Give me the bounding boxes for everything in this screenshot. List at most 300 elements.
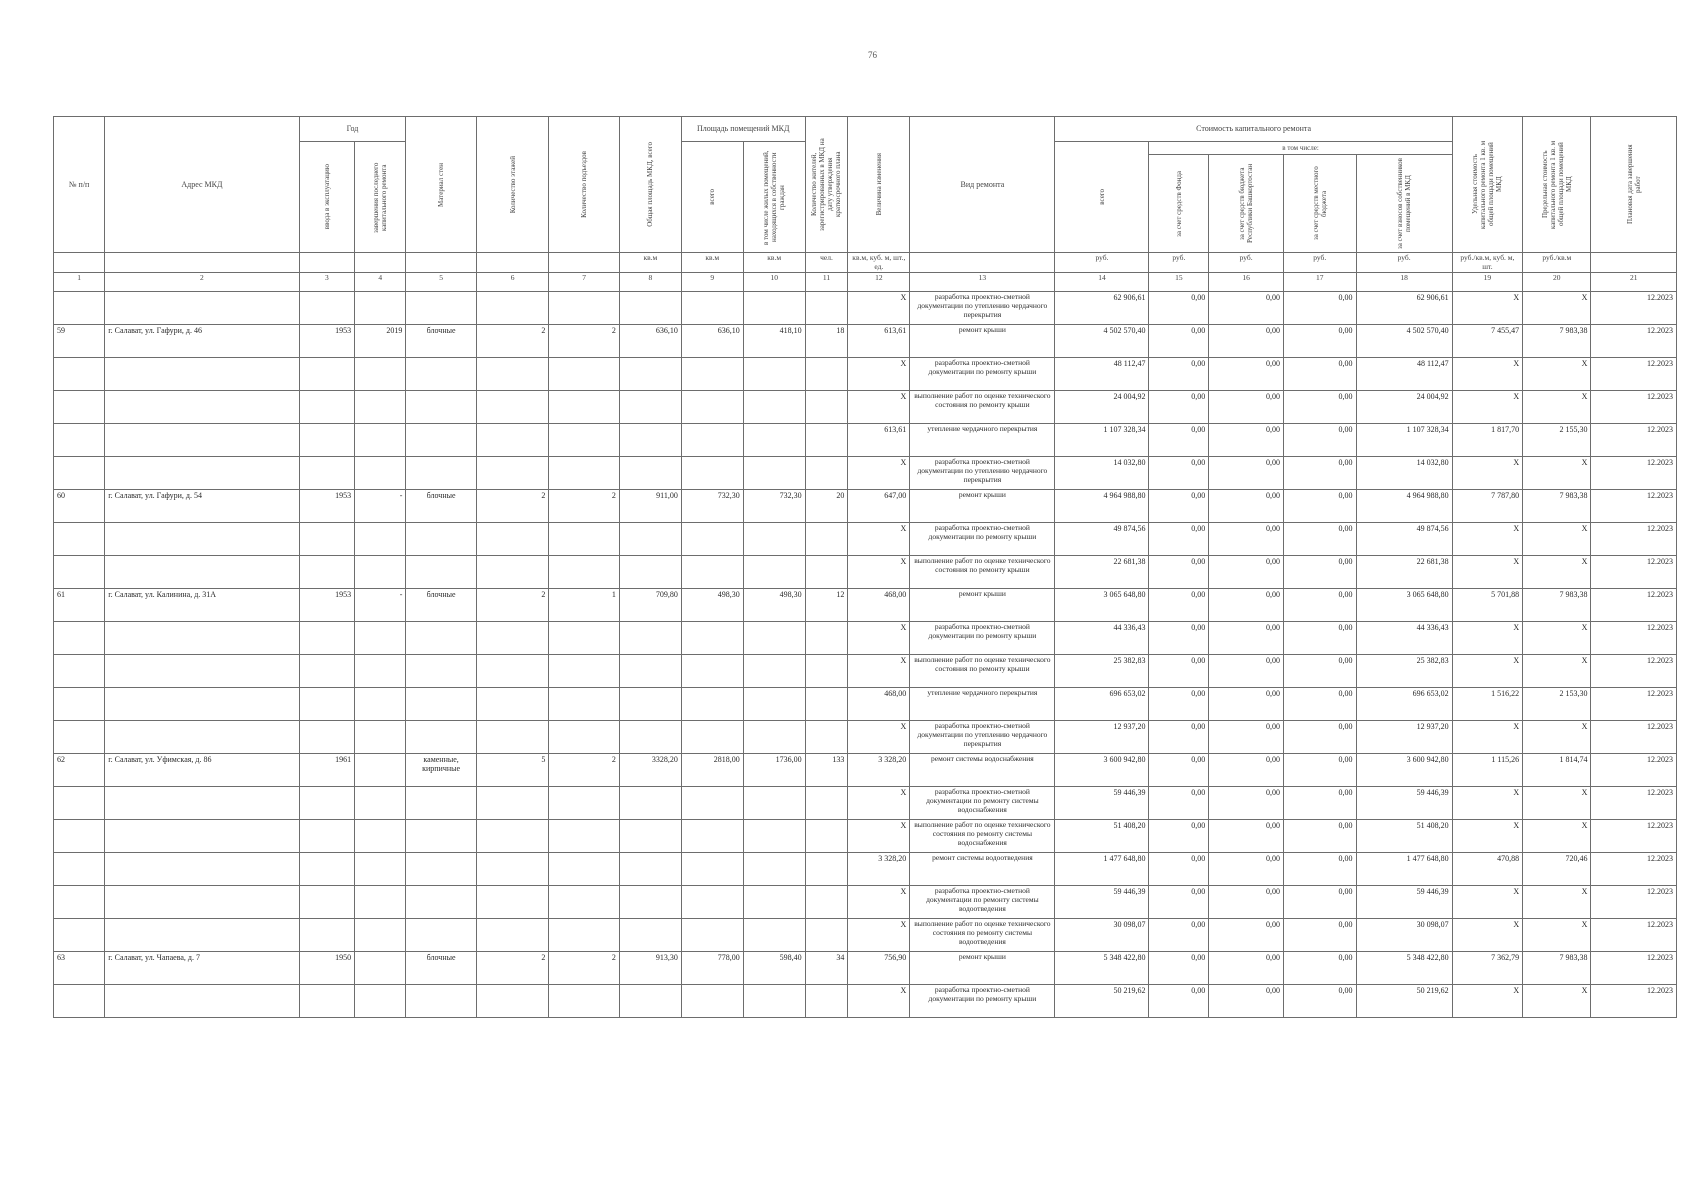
cell-address bbox=[105, 556, 299, 589]
cell-vol: 613,61 bbox=[848, 424, 910, 457]
cell-res bbox=[805, 886, 848, 919]
cell-res bbox=[805, 424, 848, 457]
cell-u20: X bbox=[1523, 391, 1591, 424]
cell-u20: X bbox=[1523, 886, 1591, 919]
cell-c18: 59 446,39 bbox=[1356, 787, 1452, 820]
cell-fl bbox=[476, 787, 549, 820]
cell-d21: 12.2023 bbox=[1591, 820, 1677, 853]
cell-fl: 5 bbox=[476, 754, 549, 787]
cell-a10 bbox=[743, 820, 805, 853]
cell-num bbox=[54, 919, 105, 952]
cell-a9: 498,30 bbox=[681, 589, 743, 622]
cell-fl bbox=[476, 655, 549, 688]
cell-c18: 1 477 648,80 bbox=[1356, 853, 1452, 886]
cell-c15: 0,00 bbox=[1149, 919, 1209, 952]
cell-vol: X bbox=[848, 358, 910, 391]
cell-vol: 613,61 bbox=[848, 325, 910, 358]
header-cost-owners: за счет взносов собственников помещений в МКД bbox=[1356, 155, 1452, 253]
cell-a8: 911,00 bbox=[619, 490, 681, 523]
cell-en bbox=[549, 820, 619, 853]
cell-work: ремонт крыши bbox=[910, 325, 1055, 358]
cell-vol: X bbox=[848, 457, 910, 490]
cell-address: г. Салават, ул. Гафури, д. 46 bbox=[105, 325, 299, 358]
cell-a8 bbox=[619, 391, 681, 424]
cell-en bbox=[549, 688, 619, 721]
cell-a10 bbox=[743, 556, 805, 589]
cell-a10: 1736,00 bbox=[743, 754, 805, 787]
cell-fl bbox=[476, 721, 549, 754]
cell-c15: 0,00 bbox=[1149, 787, 1209, 820]
cell-en: 2 bbox=[549, 952, 619, 985]
cell-res bbox=[805, 358, 848, 391]
cell-c18: 51 408,20 bbox=[1356, 820, 1452, 853]
cell-c14: 14 032,80 bbox=[1055, 457, 1149, 490]
header-cost-group: Стоимость капитального ремонта bbox=[1055, 117, 1452, 142]
header-cost-total: всего bbox=[1055, 142, 1149, 253]
cell-c14: 48 112,47 bbox=[1055, 358, 1149, 391]
cell-num bbox=[54, 820, 105, 853]
cell-c16: 0,00 bbox=[1209, 622, 1284, 655]
cell-mat bbox=[406, 787, 476, 820]
unit-cell: руб. bbox=[1149, 253, 1209, 273]
cell-en: 2 bbox=[549, 325, 619, 358]
cell-u19: X bbox=[1452, 523, 1522, 556]
cell-work: ремонт системы водоснабжения bbox=[910, 754, 1055, 787]
cell-u19: 1 817,70 bbox=[1452, 424, 1522, 457]
cell-num bbox=[54, 523, 105, 556]
cell-y2 bbox=[355, 358, 406, 391]
cell-c17: 0,00 bbox=[1283, 787, 1356, 820]
cell-a9 bbox=[681, 655, 743, 688]
cell-fl bbox=[476, 523, 549, 556]
cell-fl bbox=[476, 457, 549, 490]
cell-c14: 22 681,38 bbox=[1055, 556, 1149, 589]
cell-work: разработка проектно-сметной документации по ремонту крыши bbox=[910, 358, 1055, 391]
cell-en bbox=[549, 787, 619, 820]
cell-c17: 0,00 bbox=[1283, 556, 1356, 589]
cell-a8 bbox=[619, 622, 681, 655]
cell-c18: 59 446,39 bbox=[1356, 886, 1452, 919]
cell-y1: 1953 bbox=[299, 490, 355, 523]
column-number-cell: 7 bbox=[549, 273, 619, 292]
cell-a10 bbox=[743, 655, 805, 688]
header-floors: Количество этажей bbox=[476, 117, 549, 253]
cell-a9 bbox=[681, 787, 743, 820]
cell-c14: 3 065 648,80 bbox=[1055, 589, 1149, 622]
cell-a9: 636,10 bbox=[681, 325, 743, 358]
cell-a10: 732,30 bbox=[743, 490, 805, 523]
cell-a8 bbox=[619, 985, 681, 1018]
cell-work: ремонт крыши bbox=[910, 952, 1055, 985]
cell-c14: 1 477 648,80 bbox=[1055, 853, 1149, 886]
header-cost-republic: за счет средств бюджета Республики Башкортостан bbox=[1209, 155, 1284, 253]
column-number-cell: 4 bbox=[355, 273, 406, 292]
cell-d21: 12.2023 bbox=[1591, 589, 1677, 622]
cell-u20: X bbox=[1523, 820, 1591, 853]
cell-a8: 636,10 bbox=[619, 325, 681, 358]
cell-num bbox=[54, 787, 105, 820]
column-number-cell: 20 bbox=[1523, 273, 1591, 292]
cell-u20: X bbox=[1523, 919, 1591, 952]
cell-a8 bbox=[619, 655, 681, 688]
cell-y2: - bbox=[355, 490, 406, 523]
cell-u19: X bbox=[1452, 886, 1522, 919]
cell-res bbox=[805, 622, 848, 655]
cell-y1 bbox=[299, 787, 355, 820]
cell-d21: 12.2023 bbox=[1591, 754, 1677, 787]
cell-work: утепление чердачного перекрытия bbox=[910, 688, 1055, 721]
cell-c15: 0,00 bbox=[1149, 358, 1209, 391]
cell-y2 bbox=[355, 721, 406, 754]
cell-c17: 0,00 bbox=[1283, 952, 1356, 985]
cell-res bbox=[805, 721, 848, 754]
cell-c15: 0,00 bbox=[1149, 523, 1209, 556]
cell-u19: X bbox=[1452, 358, 1522, 391]
cell-c17: 0,00 bbox=[1283, 886, 1356, 919]
cell-a9: 732,30 bbox=[681, 490, 743, 523]
column-number-cell: 12 bbox=[848, 273, 910, 292]
cell-en bbox=[549, 523, 619, 556]
cell-c14: 24 004,92 bbox=[1055, 391, 1149, 424]
cell-y1 bbox=[299, 919, 355, 952]
cell-c14: 30 098,07 bbox=[1055, 919, 1149, 952]
capital-repair-table bbox=[53, 116, 1677, 1018]
cell-u19: X bbox=[1452, 787, 1522, 820]
cell-u20: 7 983,38 bbox=[1523, 952, 1591, 985]
cell-work: выполнение работ по оценке технического состояния по ремонту крыши bbox=[910, 391, 1055, 424]
cell-u19: X bbox=[1452, 985, 1522, 1018]
cell-num bbox=[54, 853, 105, 886]
cell-work: разработка проектно-сметной документации по утеплению чердачного перекрытия bbox=[910, 721, 1055, 754]
cell-res bbox=[805, 688, 848, 721]
cell-mat bbox=[406, 820, 476, 853]
table-row bbox=[54, 391, 1677, 424]
cell-vol: X bbox=[848, 820, 910, 853]
cell-a8 bbox=[619, 424, 681, 457]
cell-c18: 4 964 988,80 bbox=[1356, 490, 1452, 523]
cell-c17: 0,00 bbox=[1283, 358, 1356, 391]
cell-mat: блочные bbox=[406, 952, 476, 985]
cell-y2 bbox=[355, 688, 406, 721]
cell-fl bbox=[476, 622, 549, 655]
cell-num bbox=[54, 688, 105, 721]
cell-y2 bbox=[355, 820, 406, 853]
cell-a10 bbox=[743, 457, 805, 490]
cell-d21: 12.2023 bbox=[1591, 457, 1677, 490]
cell-a10 bbox=[743, 424, 805, 457]
cell-a9 bbox=[681, 292, 743, 325]
cell-c14: 4 964 988,80 bbox=[1055, 490, 1149, 523]
cell-fl bbox=[476, 919, 549, 952]
cell-u20: 7 983,38 bbox=[1523, 490, 1591, 523]
cell-res: 34 bbox=[805, 952, 848, 985]
table-row bbox=[54, 721, 1677, 754]
cell-a8 bbox=[619, 787, 681, 820]
table-row bbox=[54, 325, 1677, 358]
cell-y2 bbox=[355, 391, 406, 424]
cell-c14: 4 502 570,40 bbox=[1055, 325, 1149, 358]
cell-c15: 0,00 bbox=[1149, 292, 1209, 325]
cell-u20: X bbox=[1523, 655, 1591, 688]
cell-c18: 3 600 942,80 bbox=[1356, 754, 1452, 787]
cell-d21: 12.2023 bbox=[1591, 721, 1677, 754]
cell-u19: 1 115,26 bbox=[1452, 754, 1522, 787]
column-number-cell: 19 bbox=[1452, 273, 1522, 292]
cell-vol: X bbox=[848, 886, 910, 919]
cell-mat bbox=[406, 391, 476, 424]
header-year-built: ввода в эксплуатацию bbox=[299, 142, 355, 253]
cell-c14: 50 219,62 bbox=[1055, 985, 1149, 1018]
cell-en bbox=[549, 985, 619, 1018]
cell-c18: 25 382,83 bbox=[1356, 655, 1452, 688]
cell-c15: 0,00 bbox=[1149, 820, 1209, 853]
cell-c15: 0,00 bbox=[1149, 688, 1209, 721]
header-num: № п/п bbox=[54, 117, 105, 253]
cell-a9: 778,00 bbox=[681, 952, 743, 985]
cell-u19: X bbox=[1452, 556, 1522, 589]
cell-a9 bbox=[681, 721, 743, 754]
cell-a8: 3328,20 bbox=[619, 754, 681, 787]
column-number-cell: 16 bbox=[1209, 273, 1284, 292]
cell-a8: 709,80 bbox=[619, 589, 681, 622]
cell-c17: 0,00 bbox=[1283, 853, 1356, 886]
cell-res bbox=[805, 853, 848, 886]
cell-a10 bbox=[743, 622, 805, 655]
cell-d21: 12.2023 bbox=[1591, 688, 1677, 721]
cell-c15: 0,00 bbox=[1149, 391, 1209, 424]
cell-vol: X bbox=[848, 622, 910, 655]
table-row bbox=[54, 853, 1677, 886]
cell-d21: 12.2023 bbox=[1591, 292, 1677, 325]
cell-c16: 0,00 bbox=[1209, 721, 1284, 754]
header-entrances: Количество подъездов bbox=[549, 117, 619, 253]
cell-y1 bbox=[299, 391, 355, 424]
cell-y2 bbox=[355, 919, 406, 952]
cell-y1 bbox=[299, 886, 355, 919]
cell-address: г. Салават, ул. Калинина, д. 31А bbox=[105, 589, 299, 622]
cell-en bbox=[549, 655, 619, 688]
cell-work: разработка проектно-сметной документации по утеплению чердачного перекрытия bbox=[910, 292, 1055, 325]
cell-u20: X bbox=[1523, 622, 1591, 655]
cell-en: 1 bbox=[549, 589, 619, 622]
cell-fl bbox=[476, 853, 549, 886]
header-deadline: Плановая дата завершения работ bbox=[1591, 117, 1677, 253]
cell-res bbox=[805, 655, 848, 688]
cell-c16: 0,00 bbox=[1209, 457, 1284, 490]
cell-d21: 12.2023 bbox=[1591, 556, 1677, 589]
cell-c17: 0,00 bbox=[1283, 919, 1356, 952]
unit-cell: руб./кв.м, куб. м, шт. bbox=[1452, 253, 1522, 273]
cell-u20: 7 983,38 bbox=[1523, 325, 1591, 358]
cell-d21: 12.2023 bbox=[1591, 655, 1677, 688]
cell-a10 bbox=[743, 919, 805, 952]
column-number-cell: 17 bbox=[1283, 273, 1356, 292]
header-wall-material: Материал стен bbox=[406, 117, 476, 253]
cell-y2 bbox=[355, 292, 406, 325]
cell-address: г. Салават, ул. Уфимская, д. 86 bbox=[105, 754, 299, 787]
cell-c16: 0,00 bbox=[1209, 655, 1284, 688]
column-number-cell: 1 bbox=[54, 273, 105, 292]
cell-vol: 3 328,20 bbox=[848, 853, 910, 886]
unit-cell bbox=[299, 253, 355, 273]
header-address: Адрес МКД bbox=[105, 117, 299, 253]
cell-num bbox=[54, 457, 105, 490]
cell-a9 bbox=[681, 886, 743, 919]
cell-address: г. Салават, ул. Гафури, д. 54 bbox=[105, 490, 299, 523]
cell-y1 bbox=[299, 457, 355, 490]
cell-a9 bbox=[681, 457, 743, 490]
cell-fl: 2 bbox=[476, 952, 549, 985]
cell-address bbox=[105, 787, 299, 820]
header-year-group: Год bbox=[299, 117, 406, 142]
cell-u20: X bbox=[1523, 721, 1591, 754]
header-unit-cost: Удельная стоимость капитального ремонта 1 кв. м общей площади помещений МКД bbox=[1452, 117, 1522, 253]
cell-fl: 2 bbox=[476, 589, 549, 622]
cell-en bbox=[549, 358, 619, 391]
cell-d21: 12.2023 bbox=[1591, 787, 1677, 820]
cell-d21: 12.2023 bbox=[1591, 391, 1677, 424]
cell-num bbox=[54, 622, 105, 655]
cell-vol: X bbox=[848, 391, 910, 424]
cell-a8 bbox=[619, 721, 681, 754]
cell-address bbox=[105, 688, 299, 721]
cell-y2 bbox=[355, 556, 406, 589]
cell-num bbox=[54, 985, 105, 1018]
cell-en bbox=[549, 919, 619, 952]
cell-num: 62 bbox=[54, 754, 105, 787]
cell-c14: 49 874,56 bbox=[1055, 523, 1149, 556]
cell-c15: 0,00 bbox=[1149, 655, 1209, 688]
cell-mat bbox=[406, 292, 476, 325]
cell-c16: 0,00 bbox=[1209, 886, 1284, 919]
cell-res bbox=[805, 919, 848, 952]
cell-mat bbox=[406, 853, 476, 886]
cell-mat bbox=[406, 886, 476, 919]
cell-c18: 3 065 648,80 bbox=[1356, 589, 1452, 622]
cell-c18: 5 348 422,80 bbox=[1356, 952, 1452, 985]
cell-a10 bbox=[743, 787, 805, 820]
cell-y1 bbox=[299, 688, 355, 721]
cell-work: разработка проектно-сметной документации по утеплению чердачного перекрытия bbox=[910, 457, 1055, 490]
cell-y1: 1950 bbox=[299, 952, 355, 985]
unit-cell bbox=[406, 253, 476, 273]
cell-en: 2 bbox=[549, 754, 619, 787]
cell-res bbox=[805, 820, 848, 853]
cell-c17: 0,00 bbox=[1283, 985, 1356, 1018]
cell-a10 bbox=[743, 853, 805, 886]
cell-u19: X bbox=[1452, 820, 1522, 853]
table-row bbox=[54, 490, 1677, 523]
unit-cell bbox=[105, 253, 299, 273]
cell-vol: 756,90 bbox=[848, 952, 910, 985]
cell-mat: блочные bbox=[406, 589, 476, 622]
cell-c16: 0,00 bbox=[1209, 919, 1284, 952]
cell-fl bbox=[476, 391, 549, 424]
table-row bbox=[54, 985, 1677, 1018]
cell-en bbox=[549, 391, 619, 424]
cell-work: разработка проектно-сметной документации по ремонту крыши bbox=[910, 985, 1055, 1018]
column-number-cell: 5 bbox=[406, 273, 476, 292]
cell-c15: 0,00 bbox=[1149, 721, 1209, 754]
cell-y2 bbox=[355, 985, 406, 1018]
cell-c18: 12 937,20 bbox=[1356, 721, 1452, 754]
cell-u19: X bbox=[1452, 721, 1522, 754]
column-number-cell: 18 bbox=[1356, 273, 1452, 292]
cell-d21: 12.2023 bbox=[1591, 985, 1677, 1018]
cell-a9 bbox=[681, 523, 743, 556]
cell-c17: 0,00 bbox=[1283, 622, 1356, 655]
cell-fl: 2 bbox=[476, 490, 549, 523]
cell-c14: 59 446,39 bbox=[1055, 787, 1149, 820]
cell-y2 bbox=[355, 886, 406, 919]
cell-c15: 0,00 bbox=[1149, 952, 1209, 985]
cell-fl bbox=[476, 820, 549, 853]
cell-a9 bbox=[681, 358, 743, 391]
cell-res: 20 bbox=[805, 490, 848, 523]
cell-en bbox=[549, 292, 619, 325]
cell-c15: 0,00 bbox=[1149, 886, 1209, 919]
cell-y1: 1953 bbox=[299, 589, 355, 622]
cell-u19: 470,88 bbox=[1452, 853, 1522, 886]
cell-en bbox=[549, 886, 619, 919]
header-premises-total: всего bbox=[681, 142, 743, 253]
cell-a10 bbox=[743, 985, 805, 1018]
cell-num bbox=[54, 886, 105, 919]
cell-c18: 1 107 328,34 bbox=[1356, 424, 1452, 457]
cell-num: 61 bbox=[54, 589, 105, 622]
cell-y1 bbox=[299, 853, 355, 886]
cell-d21: 12.2023 bbox=[1591, 325, 1677, 358]
header-premises-group: Площадь помещений МКД bbox=[681, 117, 805, 142]
cell-vol: 3 328,20 bbox=[848, 754, 910, 787]
cell-mat bbox=[406, 721, 476, 754]
unit-cell bbox=[910, 253, 1055, 273]
column-number-cell: 15 bbox=[1149, 273, 1209, 292]
cell-address bbox=[105, 622, 299, 655]
cell-vol: 468,00 bbox=[848, 589, 910, 622]
cell-en bbox=[549, 457, 619, 490]
cell-y2 bbox=[355, 787, 406, 820]
unit-cell bbox=[476, 253, 549, 273]
cell-address bbox=[105, 391, 299, 424]
cell-a10: 418,10 bbox=[743, 325, 805, 358]
cell-fl bbox=[476, 424, 549, 457]
cell-c16: 0,00 bbox=[1209, 589, 1284, 622]
cell-address bbox=[105, 424, 299, 457]
cell-num: 59 bbox=[54, 325, 105, 358]
cell-res bbox=[805, 523, 848, 556]
cell-c15: 0,00 bbox=[1149, 754, 1209, 787]
cell-c17: 0,00 bbox=[1283, 325, 1356, 358]
cell-num bbox=[54, 424, 105, 457]
cell-c17: 0,00 bbox=[1283, 589, 1356, 622]
cell-c16: 0,00 bbox=[1209, 424, 1284, 457]
cell-c14: 1 107 328,34 bbox=[1055, 424, 1149, 457]
cell-a8 bbox=[619, 820, 681, 853]
cell-c17: 0,00 bbox=[1283, 424, 1356, 457]
cell-c17: 0,00 bbox=[1283, 490, 1356, 523]
cell-num bbox=[54, 292, 105, 325]
table-row bbox=[54, 622, 1677, 655]
cell-c14: 5 348 422,80 bbox=[1055, 952, 1149, 985]
cell-y1 bbox=[299, 622, 355, 655]
cell-mat bbox=[406, 985, 476, 1018]
cell-en bbox=[549, 556, 619, 589]
table-row bbox=[54, 523, 1677, 556]
unit-cell bbox=[54, 253, 105, 273]
cell-mat bbox=[406, 622, 476, 655]
table-row bbox=[54, 655, 1677, 688]
